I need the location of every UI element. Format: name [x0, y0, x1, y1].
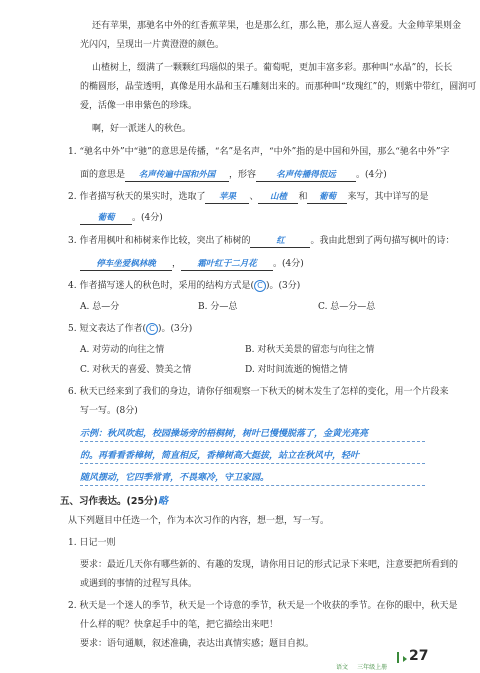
page-number: 27 [409, 648, 429, 664]
question-3-line2 [80, 258, 304, 271]
q2-text: 。(4分) [132, 213, 163, 223]
page-footer [336, 654, 387, 673]
q3-sep: ， [172, 259, 182, 269]
q1-text: ，形容 [229, 170, 257, 180]
section-5-intro: 从下列题目中任选一个，作为本次习作的内容，想一想，写一写。 [68, 516, 330, 526]
q3-poem-2: 霜叶红于二月花 [181, 258, 273, 271]
question-1-line2 [80, 169, 387, 182]
q2-text: 来写，其中详写的是 [347, 192, 429, 202]
footer-arrow-icon [403, 656, 407, 662]
q2-sep: 和 [298, 192, 308, 202]
passage-line: 的椭圆形，晶莹透明，真像是用水晶和玉石雕刻出来的。而那种叫“玫瑰红”的，则紫中带红，圆润可 [80, 82, 477, 92]
topic-1-requirement-cont: 或遇到的事情的过程写具体。 [80, 579, 198, 589]
q3-poem-1: 停车坐爱枫林晚 [80, 258, 172, 271]
question-3 [68, 235, 454, 248]
q2-text: 2. 作者描写秋天的果实时，选取了 [68, 192, 206, 202]
passage-line: 山楂树上，缀满了一颗颗红玛瑙似的果子。葡萄呢，更加丰富多彩。那种叫“水晶”的，长长 [92, 63, 453, 73]
passage-line: 还有苹果，那驰名中外的红香蕉苹果，也是那么红，那么艳，那么逗人喜爱。大金帅苹果则金 [92, 21, 462, 31]
footer-divider [397, 652, 399, 663]
q6-answer-line-1: 示例：秋风吹起，校园操场旁的梧桐树，树叶已慢慢脱落了，金黄光亮亮 [80, 429, 369, 439]
q2-sep: 、 [249, 192, 259, 202]
topic-2-title: 2. 秋天是一个迷人的季节，秋天是一个诗意的季节，秋天是一个收获的季节。在你的眼中，秋天是 [68, 601, 458, 611]
q6-answer-line-2: 的。再看看香樟树，简直相反，香樟树高大挺拔，站立在秋风中，轻叶 [80, 451, 360, 461]
q4-option-a: A. 总—分 [80, 302, 120, 312]
q4-text: 4. 作者描写迷人的秋色时，采用的结构方式是( [68, 281, 254, 291]
q5-option-b: B. 对秋天美景的留恋与向往之情 [245, 345, 375, 355]
topic-1-title: 1. 日记一则 [68, 538, 116, 548]
section-5-title: 五、习作表达。(25分) [60, 496, 158, 507]
q1-text: 。(4分) [356, 170, 387, 180]
passage-line: 光闪闪，呈现出一片黄澄澄的颜色。 [80, 40, 225, 50]
topic-1-requirement: 要求：最近几天你有哪些新的、有趣的发现，请你用日记的形式记录下来吧，注意要把所看到的 [80, 560, 459, 570]
q4-answer: C [254, 280, 266, 292]
section-5-answer-mark: 略 [158, 496, 168, 507]
question-6: 6. 秋天已经来到了我们的身边，请你仔细观察一下秋天的树木发生了怎样的变化，用一个片段来 [68, 387, 449, 397]
q5-text: 5. 短文表达了作者( [68, 324, 146, 334]
footer-subject: 语文 [336, 664, 349, 671]
q3-text: 。(4分) [273, 259, 304, 269]
question-5 [68, 323, 192, 335]
q4-option-c: C. 总—分—总 [318, 302, 376, 312]
q1-answer-1: 名声传遍中国和外国 [125, 169, 229, 182]
q5-option-d: D. 对时间流逝的惋惜之情 [245, 365, 348, 375]
topic-2-requirement: 要求：语句通顺，叙述准确，表达出真情实感；题目自拟。 [80, 639, 315, 649]
q5-text: )。(3分) [157, 324, 193, 334]
q1-answer-2: 名声传播得很远 [256, 169, 356, 182]
topic-2-title-cont: 什么样的呢？快拿起手中的笔，把它描绘出来吧！ [80, 620, 279, 630]
passage-line: 爱，活像一串串紫色的珍珠。 [80, 101, 198, 111]
q3-text: 3. 作者用枫叶和柿树来作比较，突出了柿树的 [68, 236, 251, 246]
writing-line [80, 463, 425, 464]
writing-line [80, 441, 425, 442]
question-4 [68, 280, 300, 292]
q3-answer: 红 [250, 235, 310, 248]
q2-fruit-1: 苹果 [205, 191, 249, 204]
q2-fruit-3: 葡萄 [307, 191, 347, 204]
q2-answer: 葡萄 [80, 212, 132, 225]
footer-grade: 三年级上册 [357, 664, 388, 671]
q4-text: )。(3分) [265, 281, 301, 291]
question-6-line2: 写一写。(8分) [80, 406, 138, 416]
question-2-line2 [80, 212, 163, 225]
q5-option-c: C. 对秋天的喜爱、赞美之情 [80, 365, 192, 375]
question-2 [68, 191, 429, 204]
question-1: 1. “驰名中外”中“驰”的意思是传播，“名”是名声，“中外”指的是中国和外国，那么“驰名中外”字 [68, 147, 450, 157]
q2-fruit-2: 山楂 [258, 191, 298, 204]
q5-option-a: A. 对劳动的向往之情 [80, 345, 165, 355]
q4-option-b: B. 分—总 [198, 302, 238, 312]
writing-line [80, 485, 425, 486]
q6-answer-line-3: 随风摆动，它四季常青，不畏寒冷，守卫家园。 [80, 473, 270, 483]
q5-answer: C [146, 323, 158, 335]
q1-text: 面的意思是 [80, 170, 126, 180]
q3-text: 。我由此想到了两句描写枫叶的诗： [310, 236, 455, 246]
passage-line: 啊，好一派迷人的秋色。 [92, 124, 192, 134]
